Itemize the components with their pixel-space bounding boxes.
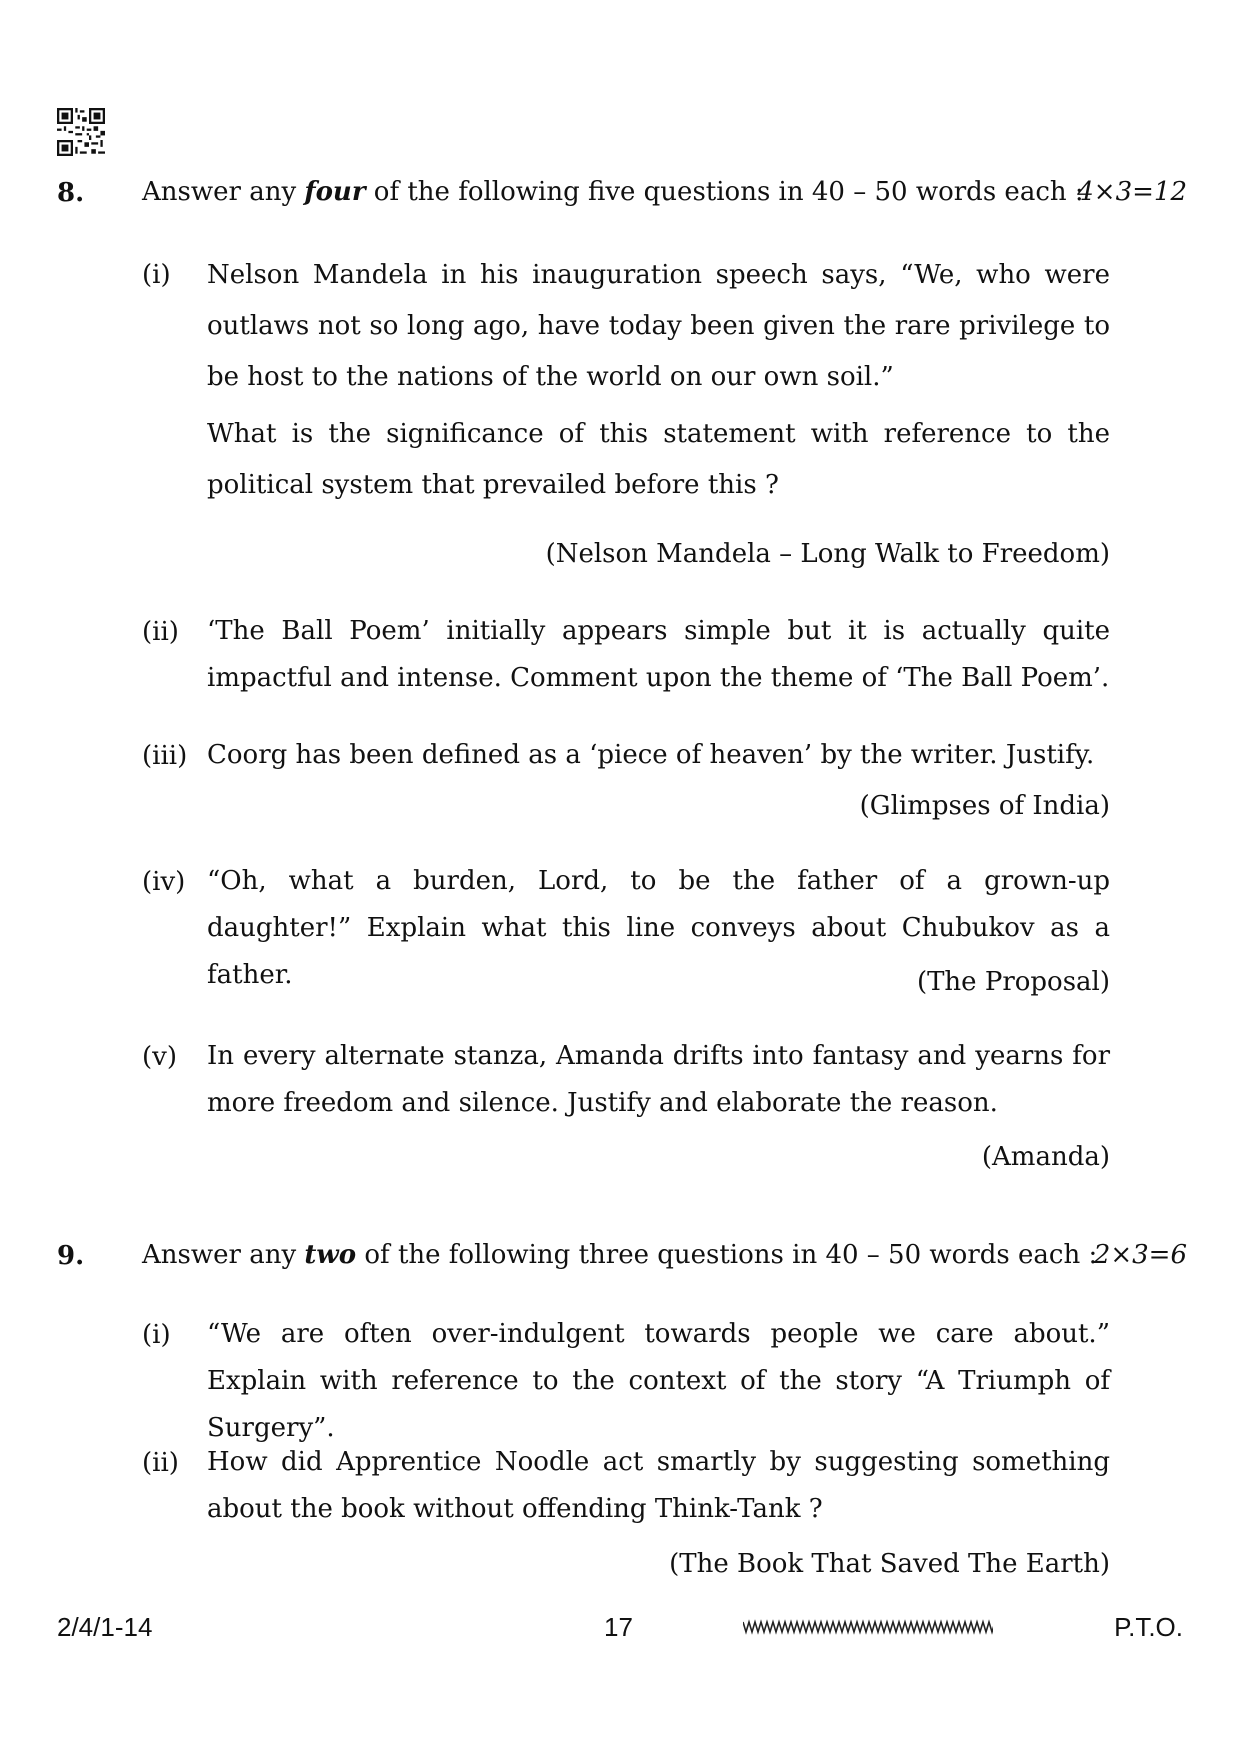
q8-item-label: (i) [142, 260, 171, 290]
paper-code: 2/4/1-14 [57, 1612, 153, 1642]
page-number: 17 [604, 1612, 633, 1642]
q8-item-source: (Glimpses of India) [859, 791, 1110, 821]
please-turn-over: P.T.O. [1114, 1612, 1183, 1642]
q8-item-text: “Oh, what a burden, Lord, to be the father of a grown-up daughter!” Explain what this line conveys about Chubukov as a father. [207, 866, 1110, 990]
q8-item-text: Nelson Mandela in his inauguration speech says, “We, who were outlaws not so long ago, have today been given the rare privilege to be host to the nations of the world on our own soil.” [207, 260, 1110, 392]
question-8-number: 8. [57, 178, 85, 208]
q8-item-text: ‘The Ball Poem’ initially appears simple but it is actually quite impactful and intense. Comment upon the theme of ‘The Ball Poem’. [207, 616, 1110, 693]
q9-item-source: (The Book That Saved The Earth) [669, 1549, 1110, 1579]
q9-item-label: (ii) [142, 1448, 179, 1478]
q8-item-source: (Amanda) [981, 1142, 1110, 1172]
q9-item-text: “We are often over-indulgent towards people we care about.” Explain with reference to the context of the story “A Triumph of Surgery”. [207, 1319, 1110, 1443]
q8-item-source: (The Proposal) [916, 967, 1110, 997]
qr-code-icon [57, 108, 105, 156]
question-8-marks: 4×3=12 [1077, 177, 1187, 207]
q9-item-text: How did Apprentice Noodle act smartly by suggesting something about the book without offending Think-Tank ? [207, 1447, 1110, 1524]
decorative-wave-line [743, 1618, 993, 1636]
q8-item-source: (Nelson Mandela – Long Walk to Freedom) [545, 539, 1110, 569]
q8-item-text: Coorg has been defined as a ‘piece of heaven’ by the writer. Justify. [207, 740, 1095, 770]
q8-item-text: In every alternate stanza, Amanda drifts into fantasy and yearns for more freedom and silence. Justify and elaborate the reason. [207, 1041, 1110, 1118]
question-9-marks: 2×3=6 [1093, 1240, 1187, 1270]
q8-item-label: (v) [142, 1042, 177, 1072]
question-8-instruction: Answer any four of the following five questions in 40 – 50 words each : 4×3=12 [142, 177, 1187, 207]
q8-item-label: (iv) [142, 867, 186, 897]
q8-item-label: (ii) [142, 617, 179, 647]
question-9-number: 9. [57, 1241, 85, 1271]
q8-item-label: (iii) [142, 741, 188, 771]
q8-item-text: What is the significance of this statement with reference to the political system that prevailed before this ? [207, 419, 1110, 500]
question-9-instruction: Answer any two of the following three questions in 40 – 50 words each : 2×3=6 [142, 1240, 1187, 1270]
q9-item-label: (i) [142, 1320, 171, 1350]
